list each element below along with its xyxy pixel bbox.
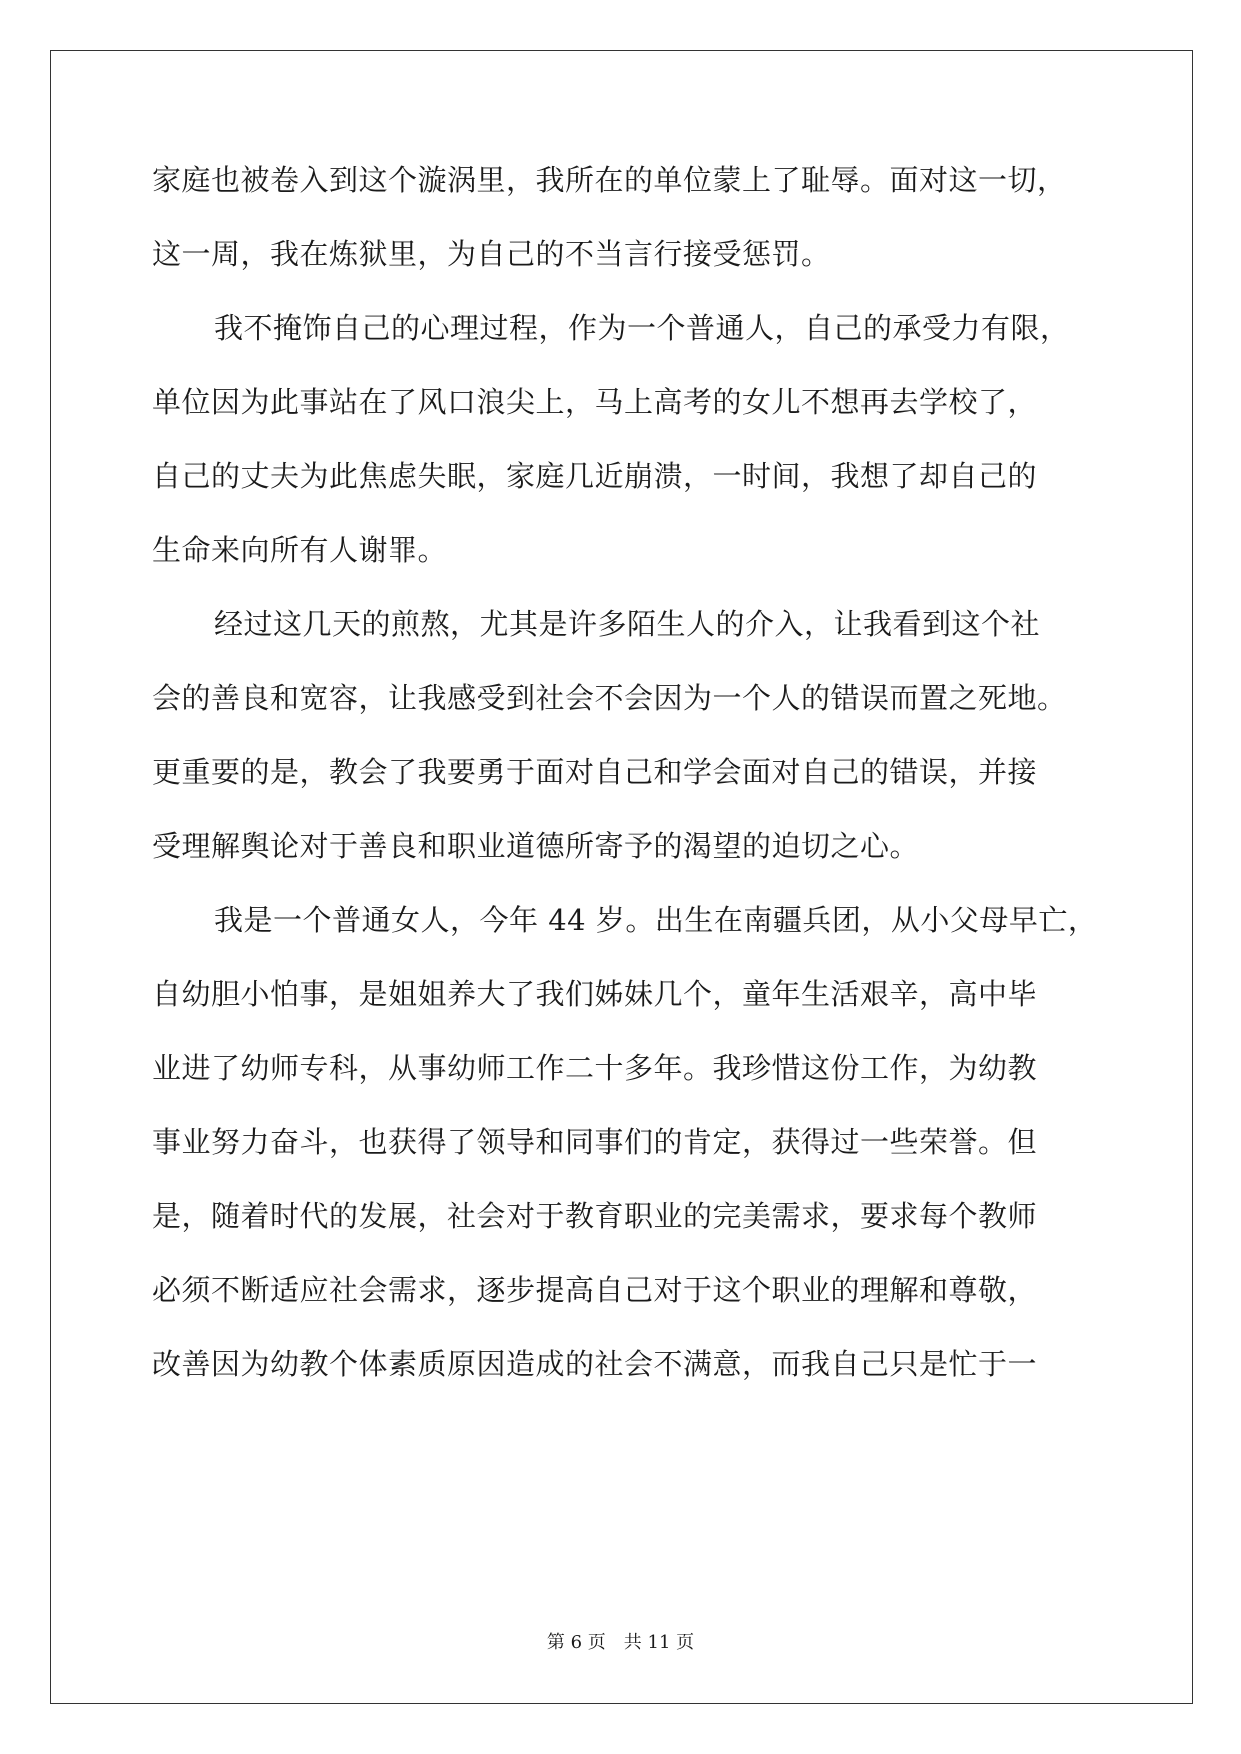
text-line: 自己的丈夫为此焦虑失眠，家庭几近崩溃，一时间，我想了却自己的 (152, 459, 1038, 493)
paragraph-first-line: 我不掩饰自己的心理过程，作为一个普通人，自己的承受力有限， (214, 311, 1070, 345)
text-line: 是，随着时代的发展，社会对于教育职业的完美需求，要求每个教师 (152, 1199, 1038, 1233)
page-number-footer: 第 6 页 共 11 页 (546, 1632, 695, 1653)
text-line: 受理解舆论对于善良和职业道德所寄予的渴望的迫切之心。 (152, 829, 920, 863)
paragraph-first-line: 我是一个普通女人，今年 44 岁。出生在南疆兵团，从小父母早亡， (214, 903, 1098, 937)
paragraph-first-line: 经过这几天的煎熬，尤其是许多陌生人的介入，让我看到这个社 (214, 607, 1041, 641)
text-line: 会的善良和宽容，让我感受到社会不会因为一个人的错误而置之死地。 (152, 681, 1067, 715)
text-line: 这一周，我在炼狱里，为自己的不当言行接受惩罚。 (152, 237, 831, 271)
text-line: 单位因为此事站在了风口浪尖上，马上高考的女儿不想再去学校了， (152, 385, 1038, 419)
text-line: 事业努力奋斗，也获得了领导和同事们的肯定，获得过一些荣誉。但 (152, 1125, 1038, 1159)
text-line: 生命来向所有人谢罪。 (152, 533, 448, 567)
text-line: 必须不断适应社会需求，逐步提高自己对于这个职业的理解和尊敬， (152, 1273, 1038, 1307)
text-line: 改善因为幼教个体素质原因造成的社会不满意，而我自己只是忙于一 (152, 1347, 1038, 1381)
text-line: 业进了幼师专科，从事幼师工作二十多年。我珍惜这份工作，为幼教 (152, 1051, 1038, 1085)
page-border (50, 50, 1193, 1704)
text-line: 家庭也被卷入到这个漩涡里，我所在的单位蒙上了耻辱。面对这一切， (152, 163, 1067, 197)
text-line: 自幼胆小怕事，是姐姐养大了我们姊妹几个，童年生活艰辛，高中毕 (152, 977, 1038, 1011)
text-line: 更重要的是，教会了我要勇于面对自己和学会面对自己的错误，并接 (152, 755, 1038, 789)
